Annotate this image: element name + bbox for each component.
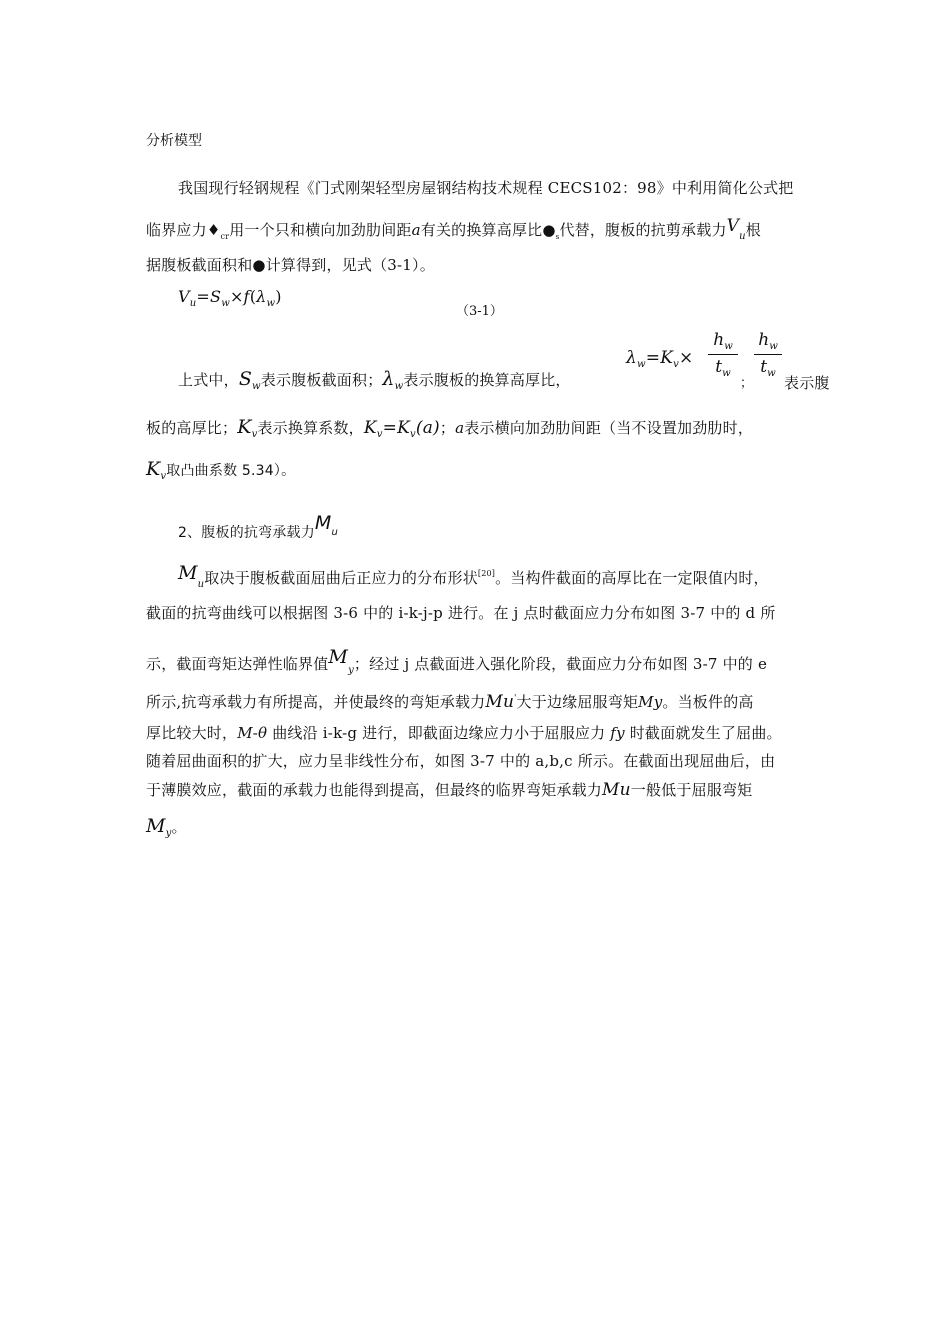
text: 曲线沿 i-k-g 进行，即截面边缘应力小于屈服应力 (267, 724, 606, 742)
eq-sub-u: u (189, 298, 197, 309)
t: t (715, 357, 723, 377)
fraction-numerator (754, 330, 782, 352)
subscript: w (722, 368, 731, 379)
subscript: w (769, 341, 778, 352)
subscript: v (160, 471, 167, 482)
formula-eq-K: =K (645, 348, 674, 368)
eq-lambda: λ (256, 287, 267, 306)
eq-sub-w2: w (266, 298, 276, 309)
text-tail: 表示腹 (784, 374, 830, 392)
paragraph-3-line-2: 截面的抗弯曲线可以根据图 3-6 中的 i-k-j-p 进行。在 j 点时截面应力分布如图 3-7 中的 d 所 (146, 604, 776, 622)
subscript: w (636, 359, 646, 370)
fraction-hw-tw (708, 330, 738, 379)
eq-times-f: ×f (229, 287, 250, 306)
fraction-numerator (708, 330, 738, 352)
semicolon: ； (740, 376, 754, 391)
equation-3-1 (178, 287, 868, 309)
section-2-title (178, 512, 868, 542)
text: 用一个只和横向加劲肋间距 (229, 221, 412, 239)
symbol-My: My (638, 693, 663, 711)
subscript: w (394, 381, 404, 392)
subscript: u (739, 231, 746, 242)
text: 表示横向加劲肋间距（当不设置加劲肋时， (464, 419, 754, 437)
fraction-denominator (708, 357, 738, 379)
subscript: v (251, 429, 258, 440)
text: 所示,抗弯承载力有所提高，并使最终的弯矩承载力 (146, 693, 486, 711)
eq-paren-open: ( (249, 287, 257, 306)
text: 于薄膜效应，截面的承载力也能得到提高，但最终的临界弯矩承载力 (146, 781, 603, 799)
symbol-fy: fy (605, 724, 630, 742)
variable-V: V (726, 216, 740, 236)
eq-V: V (178, 287, 190, 306)
text: 临界应力 (146, 221, 207, 239)
fraction-bar (754, 354, 782, 355)
symbol-M: M (314, 512, 332, 534)
fraction-bar (708, 354, 738, 355)
subscript: w (767, 368, 776, 379)
symbol-lambda: λ (382, 368, 395, 390)
paragraph-3-line-5 (146, 722, 836, 743)
formula-K: K (363, 418, 377, 438)
text: 。当构件截面的高厚比在一定限值内时， (495, 569, 769, 587)
paragraph-2-line-3 (146, 458, 836, 482)
text: 板的高厚比； (146, 419, 238, 437)
subscript: v (410, 429, 416, 440)
subscript: v (673, 359, 679, 370)
formula-lambda: λ (626, 348, 637, 368)
text: 取凸曲系数 5.34）。 (166, 463, 296, 479)
fraction-denominator (754, 357, 782, 379)
text: 表示腹板的换算高厚比， (403, 371, 571, 389)
formula-eq-K: =K (382, 418, 410, 438)
text: 有关的换算高厚比 (420, 221, 543, 239)
text: 一般低于屈服弯矩 (630, 781, 753, 799)
text: 时截面就发生了屈曲。 (629, 724, 782, 742)
text: 示，截面弯矩达弹性临界值 (146, 655, 329, 673)
section-heading: 分析模型 (146, 133, 202, 149)
formula-times: × (678, 348, 694, 368)
t: t (760, 357, 768, 377)
text: 大于边缘屈服弯矩 (516, 693, 639, 711)
symbol-K: K (146, 458, 161, 480)
paragraph-1-line-3: 据腹板截面积和●计算得到，见式（3-1）。 (146, 256, 435, 274)
text: 表示腹板截面积； (260, 371, 383, 389)
paragraph-1-line-1: 我国现行轻钢规程《门式刚架轻型房屋钢结构技术规程 CECS102：98》中利用简化公式把 (178, 179, 794, 197)
text: 厚比较大时， (146, 724, 238, 742)
text: 根 (745, 221, 761, 239)
subscript: s (555, 233, 560, 241)
equation-number: （3-1） (456, 304, 503, 319)
subscript: u (197, 579, 205, 590)
dot-symbol: ● (542, 221, 556, 239)
text: 。当板件的高 (662, 693, 754, 711)
paragraph-3-line-4 (146, 691, 836, 712)
text: ； (439, 419, 456, 437)
reference: [20] (477, 569, 496, 578)
text: 。 (171, 818, 187, 836)
paragraph-3-line-7 (146, 779, 836, 800)
symbol-Mu: Mu (602, 780, 631, 800)
subscript: y (165, 828, 172, 839)
text: ；经过 j 点截面进入强化阶段，截面应力分布如图 3-7 中的 e (353, 655, 768, 673)
text: 上式中， (178, 371, 239, 389)
fraction-hw-tw-2 (754, 330, 782, 379)
formula-arg: (a) (415, 418, 440, 438)
symbol-M: M (178, 562, 198, 584)
symbol-M: M (328, 646, 349, 668)
symbol-M: M (146, 815, 166, 837)
text: 2、腹板的抗弯承载力 (178, 525, 315, 541)
h: h (758, 330, 770, 350)
h: h (713, 330, 725, 350)
paragraph-3-line-1 (178, 562, 868, 590)
subscript: w (252, 381, 261, 392)
paragraph-3-line-8 (146, 815, 836, 839)
eq-sub-w: w (221, 298, 230, 309)
paragraph-1-line-2 (146, 216, 836, 242)
symbol-K: K (237, 416, 252, 438)
paragraph-3-line-3 (146, 646, 836, 676)
text: 取决于腹板截面屈曲后正应力的分布形状 (204, 569, 478, 587)
text: 代替，腹板的抗剪承载力 (559, 221, 727, 239)
variable-a: a (411, 221, 421, 239)
diamond-symbol: ♦ (206, 221, 221, 239)
paragraph-2-line-2 (146, 416, 836, 440)
symbol-M-theta: M-θ (237, 724, 268, 742)
symbol-Mu: Mu (485, 692, 515, 712)
prime: ' (514, 693, 517, 702)
text: 表示换算系数， (257, 419, 364, 437)
subscript: cr (220, 232, 230, 241)
eq-equals-S: =S (196, 287, 222, 306)
variable-a: a (455, 419, 465, 437)
eq-paren-close: ) (275, 287, 282, 306)
subscript: u (331, 527, 339, 538)
subscript: y (348, 665, 354, 676)
formula-lambda-w (626, 348, 693, 370)
subscript: w (724, 341, 733, 352)
paragraph-3-line-6: 随着屈曲面积的扩大，应力呈非线性分布，如图 3-7 中的 a,b,c 所示。在截面出现屈曲后，由 (146, 752, 776, 770)
subscript: v (376, 429, 383, 440)
symbol-S: S (238, 368, 253, 390)
